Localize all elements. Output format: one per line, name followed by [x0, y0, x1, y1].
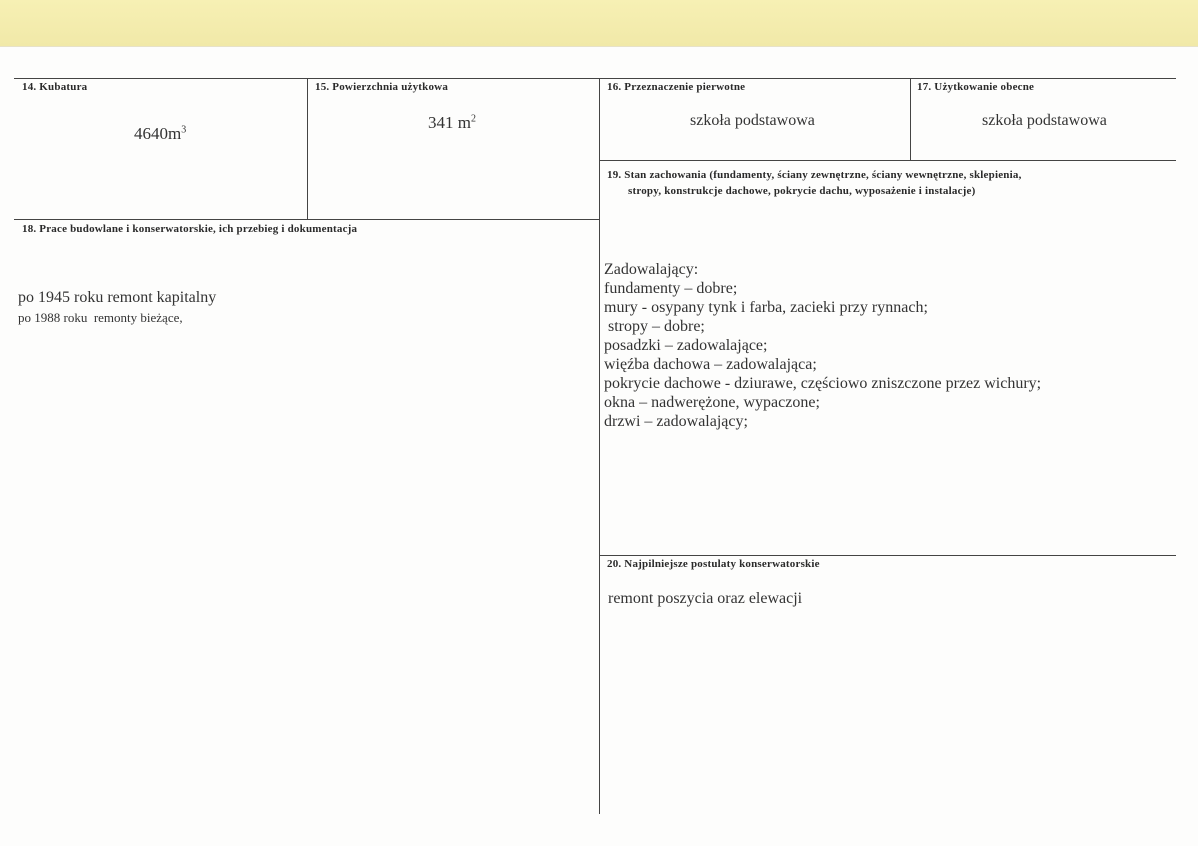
- stan-line: posadzki – zadowalające;: [604, 337, 768, 354]
- stan-line: drzwi – zadowalający;: [604, 413, 748, 430]
- field-przeznaczenie-label: 16. Przeznaczenie pierwotne: [607, 81, 746, 93]
- field-powierzchnia-value: [428, 113, 476, 133]
- field-kubatura-value: [134, 124, 186, 144]
- top-paper-band: [0, 0, 1198, 47]
- stan-line: okna – nadwerężone, wypaczone;: [604, 394, 820, 411]
- stan-line: stropy – dobre;: [604, 318, 705, 335]
- field-postulaty-value: remont poszycia oraz elewacji: [608, 590, 803, 607]
- stan-line: fundamenty – dobre;: [604, 280, 738, 297]
- row-divider-14-18: [14, 219, 599, 220]
- field-uzytkowanie-label: 17. Użytkowanie obecne: [917, 81, 1035, 93]
- stan-line: Zadowalający:: [604, 261, 699, 278]
- powierzchnia-unit-exponent: 2: [470, 113, 476, 125]
- field-prace-line1: po 1945 roku remont kapitalny: [18, 289, 217, 306]
- field-kubatura-label: 14. Kubatura: [22, 81, 88, 93]
- kubatura-unit-exponent: 3: [181, 124, 187, 136]
- stan-line: pokrycie dachowe - dziurawe, częściowo zniszczone przez wichury;: [604, 375, 1042, 392]
- field-przeznaczenie-value: szkoła podstawowa: [690, 112, 815, 129]
- field-prace-label: 18. Prace budowlane i konserwatorskie, ich przebieg i dokumentacja: [22, 223, 358, 235]
- kubatura-number: 4640m: [134, 124, 182, 143]
- field-prace-line2: po 1988 roku remonty bieżące,: [18, 310, 183, 325]
- field-powierzchnia-label: 15. Powierzchnia użytkowa: [315, 81, 449, 93]
- row-divider-16-17: [599, 160, 1176, 161]
- row-divider-19-20: [599, 555, 1176, 556]
- col-divider-main: [599, 78, 600, 814]
- field-stan-label-line2: stropy, konstrukcje dachowe, pokrycie dachu, wyposażenie i instalacje): [628, 185, 976, 197]
- top-border: [14, 78, 1176, 79]
- col-divider-14-15: [307, 78, 308, 219]
- stan-line: mury - osypany tynk i farba, zacieki przy rynnach;: [604, 299, 928, 316]
- col-divider-16-17: [910, 78, 911, 160]
- field-postulaty-label: 20. Najpilniejsze postulaty konserwatorskie: [607, 558, 820, 570]
- stan-line: więźba dachowa – zadowalająca;: [604, 356, 817, 373]
- field-uzytkowanie-value: szkoła podstawowa: [982, 112, 1107, 129]
- powierzchnia-number: 341 m: [428, 113, 471, 132]
- field-stan-content: [604, 260, 1041, 431]
- record-card: [0, 46, 1198, 846]
- field-stan-label-line1: 19. Stan zachowania (fundamenty, ściany zewnętrzne, ściany wewnętrzne, sklepienia,: [607, 169, 1022, 181]
